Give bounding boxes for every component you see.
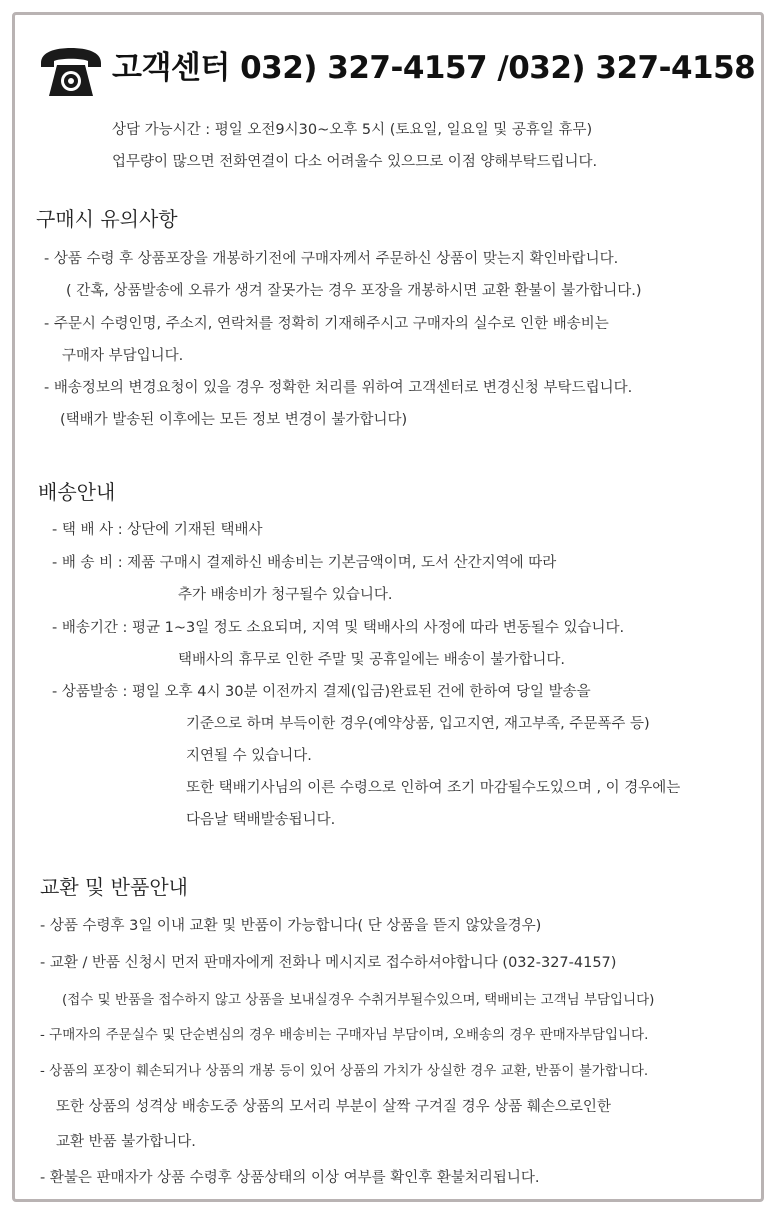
- purchase-line: ( 간혹, 상품발송에 오류가 생겨 잘못가는 경우 포장을 개봉하시면 교환 환불이 불가합니다.): [66, 283, 642, 299]
- delivery-line: 지연될 수 있습니다.: [186, 748, 312, 764]
- exchange-line: 교환 반품 불가합니다.: [56, 1134, 196, 1150]
- delivery-line: 또한 택배기사님의 이른 수령으로 인하여 조기 마감될수도있으며 , 이 경우에는: [186, 780, 681, 796]
- exchange-line: - 교환 / 반품 신청시 먼저 판매자에게 전화나 메시지로 접수하셔야합니다 (032-327-4157): [40, 955, 617, 971]
- exchange-line: - 상품 수령후 3일 이내 교환 및 반품이 가능합니다( 단 상품을 뜯지 않았을경우): [40, 918, 542, 934]
- business-hours: 상담 가능시간 : 평일 오전9시30~오후 5시 (토요일, 일요일 및 공휴일 휴무): [112, 122, 593, 138]
- section-title-purchase: 구매시 유의사항: [36, 207, 178, 231]
- exchange-line: - 상품의 포장이 훼손되거나 상품의 개봉 등이 있어 상품의 가치가 상실한 경우 교환, 반품이 불가합니다.: [40, 1063, 649, 1079]
- delivery-line: 다음날 택배발송됩니다.: [186, 812, 336, 828]
- delivery-line: - 배송기간 : 평균 1~3일 정도 소요되며, 지역 및 택배사의 사정에 따라 변동될수 있습니다.: [52, 620, 625, 636]
- purchase-line: - 상품 수령 후 상품포장을 개봉하기전에 구매자께서 주문하신 상품이 맞는지 확인바랍니다.: [44, 251, 619, 267]
- section-title-exchange: 교환 및 반품안내: [40, 875, 188, 899]
- delivery-line: 추가 배송비가 청구될수 있습니다.: [178, 587, 393, 603]
- exchange-line: - 환불은 판매자가 상품 수령후 상품상태의 이상 여부를 확인후 환불처리됩니다.: [40, 1170, 540, 1186]
- exchange-line: 또한 상품의 성격상 배송도중 상품의 모서리 부분이 살짝 구겨질 경우 상품 훼손으로인한: [56, 1099, 611, 1115]
- delivery-line: - 택 배 사 : 상단에 기재된 택배사: [52, 522, 263, 538]
- delivery-line: - 배 송 비 : 제품 구매시 결제하신 배송비는 기본금액이며, 도서 산간지역에 따라: [52, 555, 557, 571]
- purchase-line: 구매자 부담입니다.: [62, 348, 184, 364]
- exchange-line: - 구매자의 주문실수 및 단순변심의 경우 배송비는 구매자님 부담이며, 오배송의 경우 판매자부담입니다.: [40, 1027, 649, 1043]
- section-title-delivery: 배송안내: [38, 480, 116, 504]
- purchase-line: - 배송정보의 변경요청이 있을 경우 정확한 처리를 위하여 고객센터로 변경신청 부탁드립니다.: [44, 380, 633, 396]
- purchase-line: - 주문시 수령인명, 주소지, 연락처를 정확히 기재해주시고 구매자의 실수로 인한 배송비는: [44, 316, 609, 332]
- call-notice: 업무량이 많으면 전화연결이 다소 어려울수 있으므로 이점 양해부탁드립니다.: [112, 154, 598, 170]
- customer-center-title: 고객센터 032) 327-4157 /032) 327-4158: [112, 50, 756, 86]
- delivery-line: 기준으로 하며 부득이한 경우(예약상품, 입고지연, 재고부족, 주문폭주 등): [186, 716, 650, 732]
- delivery-line: 택배사의 휴무로 인한 주말 및 공휴일에는 배송이 불가합니다.: [178, 652, 566, 668]
- delivery-line: - 상품발송 : 평일 오후 4시 30분 이전까지 결제(입금)완료된 건에 한하여 당일 발송을: [52, 684, 591, 700]
- purchase-line: (택배가 발송된 이후에는 모든 정보 변경이 불가합니다): [60, 412, 408, 428]
- exchange-line: (접수 및 반품을 접수하지 않고 상품을 보내실경우 수취거부될수있으며, 택배비는 고객님 부담입니다): [62, 992, 655, 1008]
- telephone-icon: [38, 46, 104, 98]
